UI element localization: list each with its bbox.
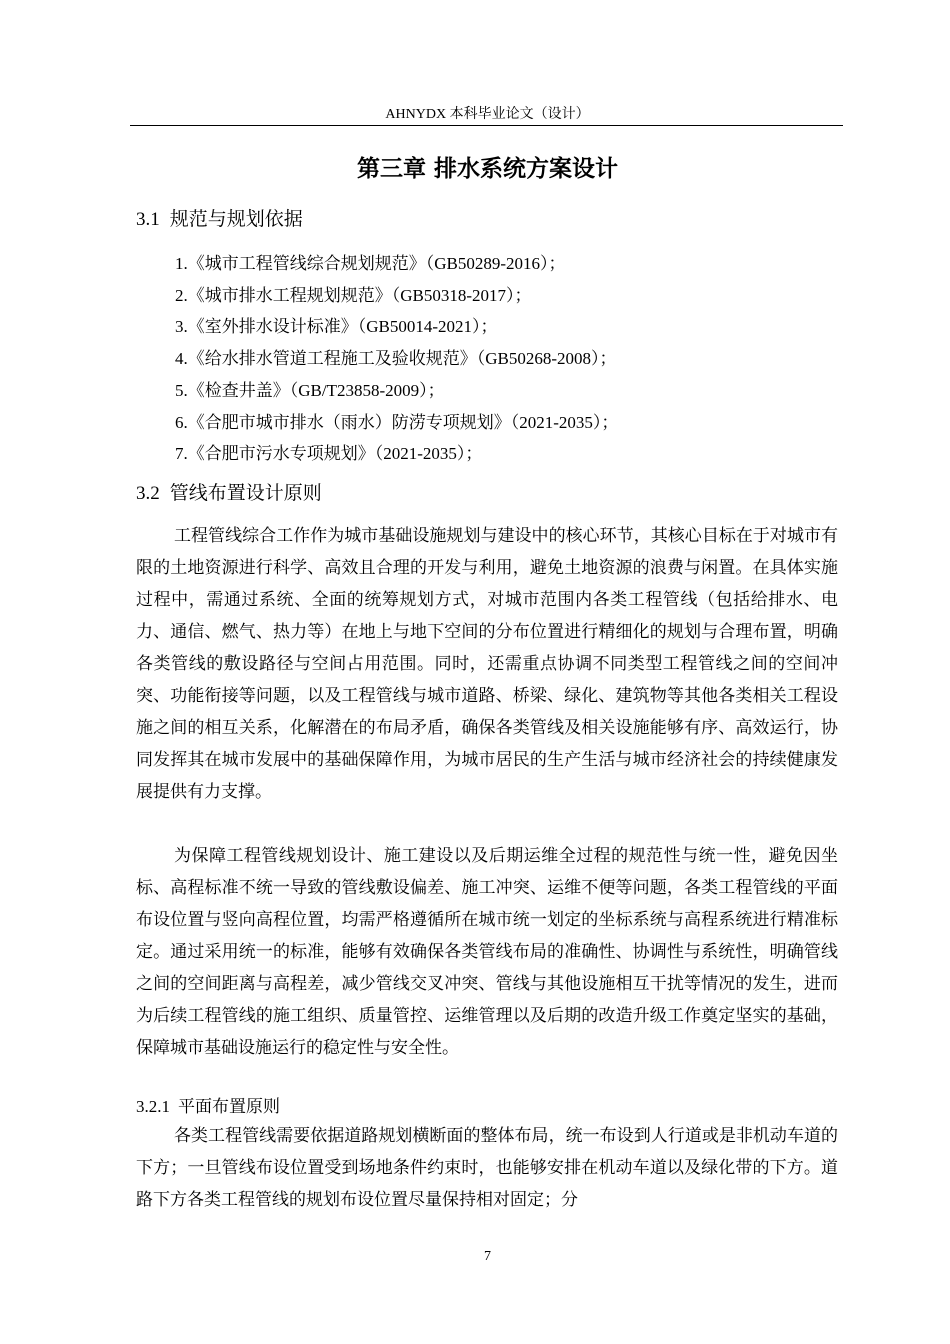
list-item: 4.《给水排水管道工程施工及验收规范》（GB50268-2008）； <box>175 349 617 369</box>
section-title: 管线布置设计原则 <box>169 482 322 504</box>
list-item: 5.《检查井盖》（GB/T23858-2009）； <box>175 380 445 400</box>
section-heading-3-1 <box>136 205 303 234</box>
reference-list <box>175 248 618 470</box>
header-rule <box>130 125 843 126</box>
page-header: AHNYDX 本科毕业论文（设计） <box>385 107 590 122</box>
page-number: 7 <box>484 1249 491 1264</box>
body-paragraph: 各类工程管线需要依据道路规划横断面的整体布局，统一布设到人行道或是非机动车道的下方；一旦管线布设位置受到场地条件约束时，也能够安排在机动车道以及绿化带的下方。道路下方各类工程管线的规划布设位置尽量保持相对固定；分 <box>136 1126 838 1209</box>
list-item: 3.《室外排水设计标准》（GB50014-2021）； <box>175 317 498 337</box>
chapter-title: 第三章 排水系统方案设计 <box>356 156 618 182</box>
section-number: 3.1 <box>136 209 160 230</box>
section-title: 规范与规划依据 <box>169 208 303 230</box>
list-item: 2.《城市排水工程规划规范》（GB50318-2017）； <box>175 285 532 305</box>
subsection-title: 平面布置原则 <box>178 1097 280 1116</box>
subsection-heading-3-2-1 <box>136 1094 280 1120</box>
subsection-number: 3.2.1 <box>136 1097 170 1116</box>
section-number: 3.2 <box>136 483 160 504</box>
body-paragraph: 为保障工程管线规划设计、施工建设以及后期运维全过程的规范性与统一性，避免因坐标、高程标准不统一导致的管线敷设偏差、施工冲突、运维不便等问题，各类工程管线的平面布设位置与竖向高程位置，均需严格遵循所在城市统一划定的坐标系统与高程系统进行精准标定。通过采用统一的标准，能够有效确保各类管线布局的准确性、协调性与系统性，明确管线之间的空间距离与高程差，减少管线交叉冲突、管线与其他设施相互干扰等情况的发生，进而为后续工程管线的施工组织、质量管控、运维管理以及后期的改造升级工作奠定坚实的基础，保障城市基础设施运行的稳定性与安全性。 <box>136 846 838 1057</box>
section-heading-3-2 <box>136 479 322 508</box>
list-item: 7.《合肥市污水专项规划》（2021-2035）； <box>175 444 483 464</box>
list-item: 1.《城市工程管线综合规划规范》（GB50289-2016）； <box>175 254 566 273</box>
list-item: 6.《合肥市城市排水（雨水）防涝专项规划》（2021-2035）； <box>175 412 619 432</box>
body-paragraph: 工程管线综合工作作为城市基础设施规划与建设中的核心环节，其核心目标在于对城市有限的土地资源进行科学、高效且合理的开发与利用，避免土地资源的浪费与闲置。在具体实施过程中，需通过系统、全面的统筹规划方式，对城市范围内各类工程管线（包括给排水、电力、通信、燃气、热力等）在地上与地下空间的分布位置进行精细化的规划与合理布置，明确各类管线的敷设路径与空间占用范围。同时，还需重点协调不同类型工程管线之间的空间冲突、功能衔接等问题，以及工程管线与城市道路、桥梁、绿化、建筑物等其他各类相关工程设施之间的相互关系，化解潜在的布局矛盾，确保各类管线及相关设施能够有序、高效运行，协同发挥其在城市发展中的基础保障作用，为城市居民的生产生活与城市经济社会的持续健康发展提供有力支撑。 <box>136 526 838 801</box>
